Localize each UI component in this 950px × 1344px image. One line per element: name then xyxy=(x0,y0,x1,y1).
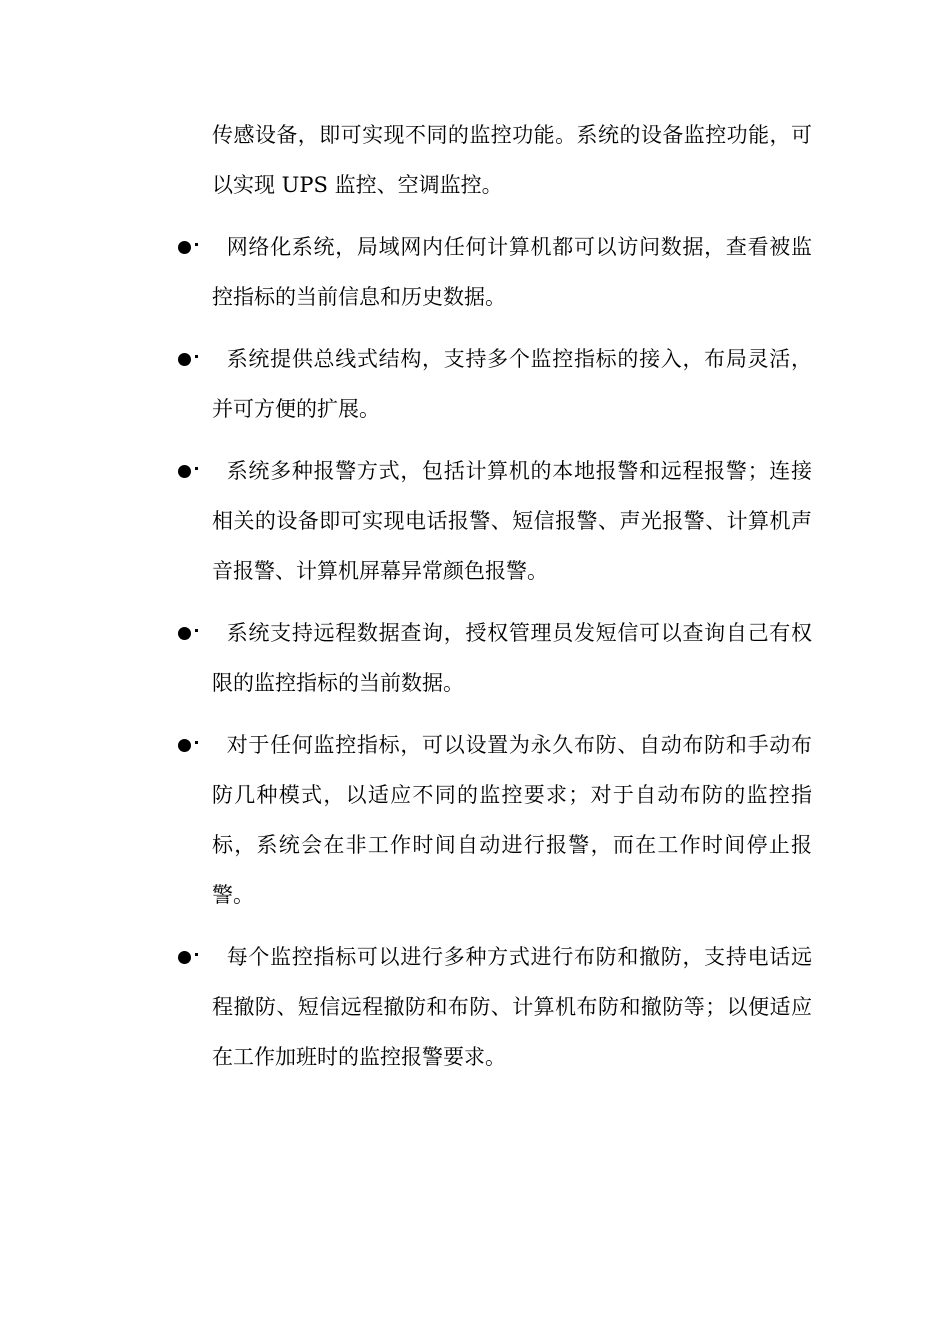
bullet-icon xyxy=(178,222,208,272)
bullet-item-6-text: 每个监控指标可以进行多种方式进行布防和撤防，支持电话远程撤防、短信远程撤防和布防、计算机布防和撤防等；以便适应在工作加班时的监控报警要求。 xyxy=(212,945,812,1069)
bullet-icon xyxy=(178,446,208,496)
filled-circle-bullet-icon xyxy=(178,627,191,640)
bullet-item-4-text: 系统支持远程数据查询，授权管理员发短信可以查询自己有权限的监控指标的当前数据。 xyxy=(212,621,812,695)
bullet-item-3-text: 系统多种报警方式，包括计算机的本地报警和远程报警；连接相关的设备即可实现电话报警、短信报警、声光报警、计算机声音报警、计算机屏幕异常颜色报警。 xyxy=(212,459,812,583)
filled-circle-bullet-icon xyxy=(178,465,191,478)
bullet-item-2-text: 系统提供总线式结构，支持多个监控指标的接入，布局灵活，并可方便的扩展。 xyxy=(212,347,812,421)
bullet-item-3 xyxy=(212,446,812,596)
bullet-icon xyxy=(178,720,208,770)
bullet-item-5 xyxy=(212,720,812,920)
filled-circle-bullet-icon xyxy=(178,951,191,964)
bullet-item-5-text: 对于任何监控指标，可以设置为永久布防、自动布防和手动布防几种模式，以适应不同的监控要求；对于自动布防的监控指标，系统会在非工作时间自动进行报警，而在工作时间停止报警。 xyxy=(212,733,812,907)
bullet-item-2 xyxy=(212,334,812,434)
bullet-item-6 xyxy=(212,932,812,1082)
bullet-item-1 xyxy=(212,222,812,322)
bullet-icon xyxy=(178,334,208,384)
bullet-icon xyxy=(178,932,208,982)
bullet-item-1-text: 网络化系统，局域网内任何计算机都可以访问数据，查看被监控指标的当前信息和历史数据。 xyxy=(212,235,812,309)
filled-circle-bullet-icon xyxy=(178,739,191,752)
filled-circle-bullet-icon xyxy=(178,353,191,366)
bullet-icon xyxy=(178,608,208,658)
bullet-item-4 xyxy=(212,608,812,708)
filled-circle-bullet-icon xyxy=(178,241,191,254)
continuation-paragraph: 传感设备，即可实现不同的监控功能。系统的设备监控功能，可以实现 UPS 监控、空调监控。 xyxy=(212,123,812,197)
